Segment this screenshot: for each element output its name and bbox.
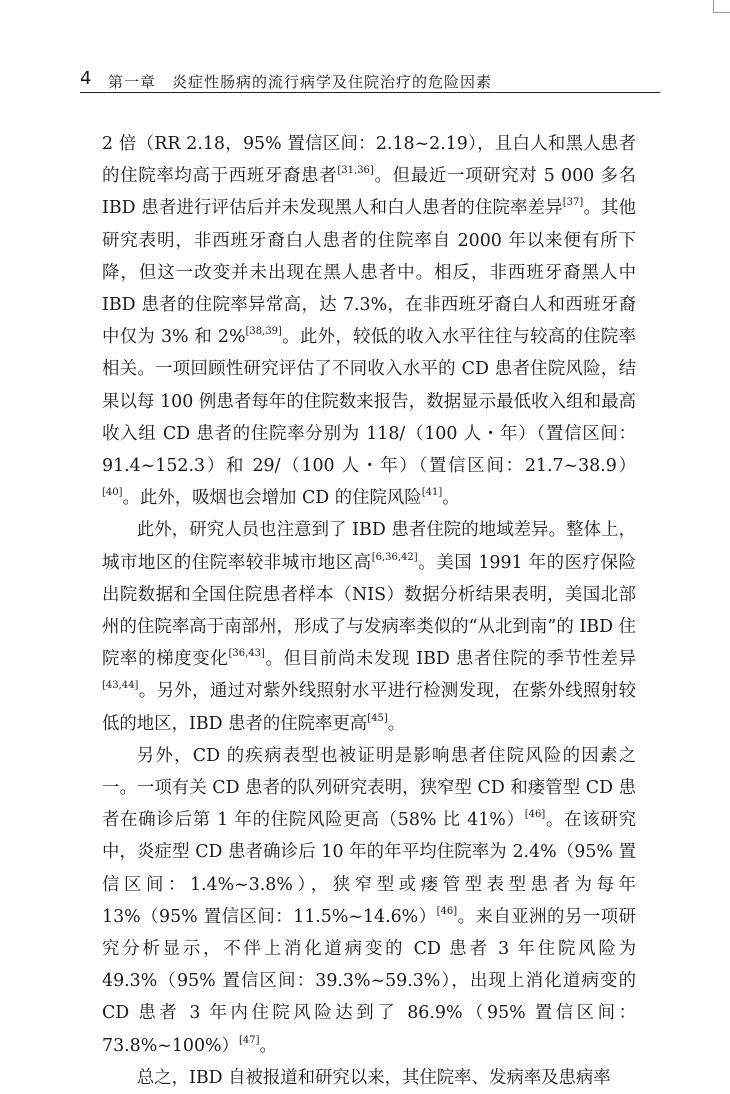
text-run: 。 <box>442 488 460 509</box>
page-number: 4 <box>80 68 92 89</box>
citation-ref: [37] <box>562 197 584 209</box>
citation-ref: [38,39] <box>245 326 282 338</box>
text-run: 。 <box>259 1035 277 1056</box>
citation-ref: [31,36] <box>337 165 374 177</box>
paragraph <box>102 740 636 1062</box>
chapter-title: 第一章 炎症性肠病的流行病学及住院治疗的危险因素 <box>108 73 493 91</box>
citation-ref: [46] <box>524 809 546 821</box>
text-run: 。其他研究表明，非西班牙裔白人患者的住院率自 2000 年以来便有所下降，但这一改变并未出现在黑人患者中。相反，非西班牙裔黑人中 IBD 患者的住院率异常高，达 7.3%，在非西班牙裔白人和西班牙裔中仅为 3% 和 2% <box>102 198 636 348</box>
text-run: 总之，IBD 自被报道和研究以来，其住院率、发病率及患病率 <box>136 1067 611 1088</box>
text-run: 此外，研究人员也注意到了 IBD 患者住院的地域差异。整体上，城市地区的住院率较非城市地区高 <box>102 520 636 573</box>
paragraph <box>102 1062 636 1094</box>
citation-ref: [43,44] <box>102 680 139 692</box>
text-run: 2 倍（RR 2.18，95% 置信区间：2.18~2.19），且白人和黑人患者的住院率均高于西班牙裔患者 <box>102 134 636 187</box>
text-run: 。来自亚洲的另一项研究分析显示，不伴上消化道病变的 CD 患者 3 年住院风险为 49.3%（95% 置信区间：39.3%~59.3%），出现上消化道病变的 CD 患者 3 年内住院风险达到了 86.9%（95% 置信区间：73.8%~100%） <box>102 906 636 1056</box>
running-header <box>80 58 660 93</box>
text-run: 。另外，通过对紫外线照射水平进行检测发现，在紫外线照射较低的地区，IBD 患者的住院率更高 <box>102 681 636 734</box>
paragraph <box>102 128 636 514</box>
paragraph <box>102 514 636 739</box>
crop-mark <box>713 0 730 13</box>
text-run: 。 <box>387 713 406 734</box>
citation-ref: [45] <box>367 712 388 724</box>
citation-ref: [46] <box>436 905 458 917</box>
text-run: 。此外，较低的收入水平往往与较高的住院率相关。一项回顾性研究评估了不同收入水平的 CD 患者住院风险，结果以每 100 例患者每年的住院数来报告，数据显示最低收入组和最高收入组 CD 患者的住院率分别为 118/（100 人・年）（置信区间：91.4~152.3）和 29/（100 人・年）（置信区间：21.7~38.9） <box>102 327 636 477</box>
citation-ref: [36,43] <box>228 648 265 660</box>
citation-ref: [47] <box>238 1034 260 1046</box>
citation-ref: [41] <box>421 487 443 499</box>
text-run: 。但目前尚未发现 IBD 患者住院的季节性差异 <box>264 649 636 670</box>
citation-ref: [6,36,42] <box>371 551 418 563</box>
text-run: 。此外，吸烟也会增加 CD 的住院风险 <box>122 488 422 509</box>
citation-ref: [40] <box>102 487 123 499</box>
text-run: 。美国 1991 年的医疗保险出院数据和全国住院患者样本（NIS）数据分析结果表明，美国北部州的住院率高于南部州，形成了与发病率类似的“从北到南”的 IBD 住院率的梯度变化 <box>102 552 636 670</box>
text-run: 另外，CD 的疾病表型也被证明是影响患者住院风险的因素之一。一项有关 CD 患者的队列研究表明，狭窄型 CD 和瘘管型 CD 患者在确诊后第 1 年的住院风险更高（58% 比 41%） <box>102 745 636 831</box>
text-run: 。在该研究中，炎症型 CD 患者确诊后 10 年的年平均住院率为 2.4%（95% 置信区间：1.4%~3.8%），狭窄型或瘘管型表型患者为每年 13%（95% 置信区间：11.5%~14.6%） <box>102 810 636 927</box>
text-run: 。但最近一项研究对 5 000 多名 IBD 患者进行评估后并未发现黑人和白人患者的住院率差异 <box>102 166 636 219</box>
body-text <box>102 128 636 1094</box>
